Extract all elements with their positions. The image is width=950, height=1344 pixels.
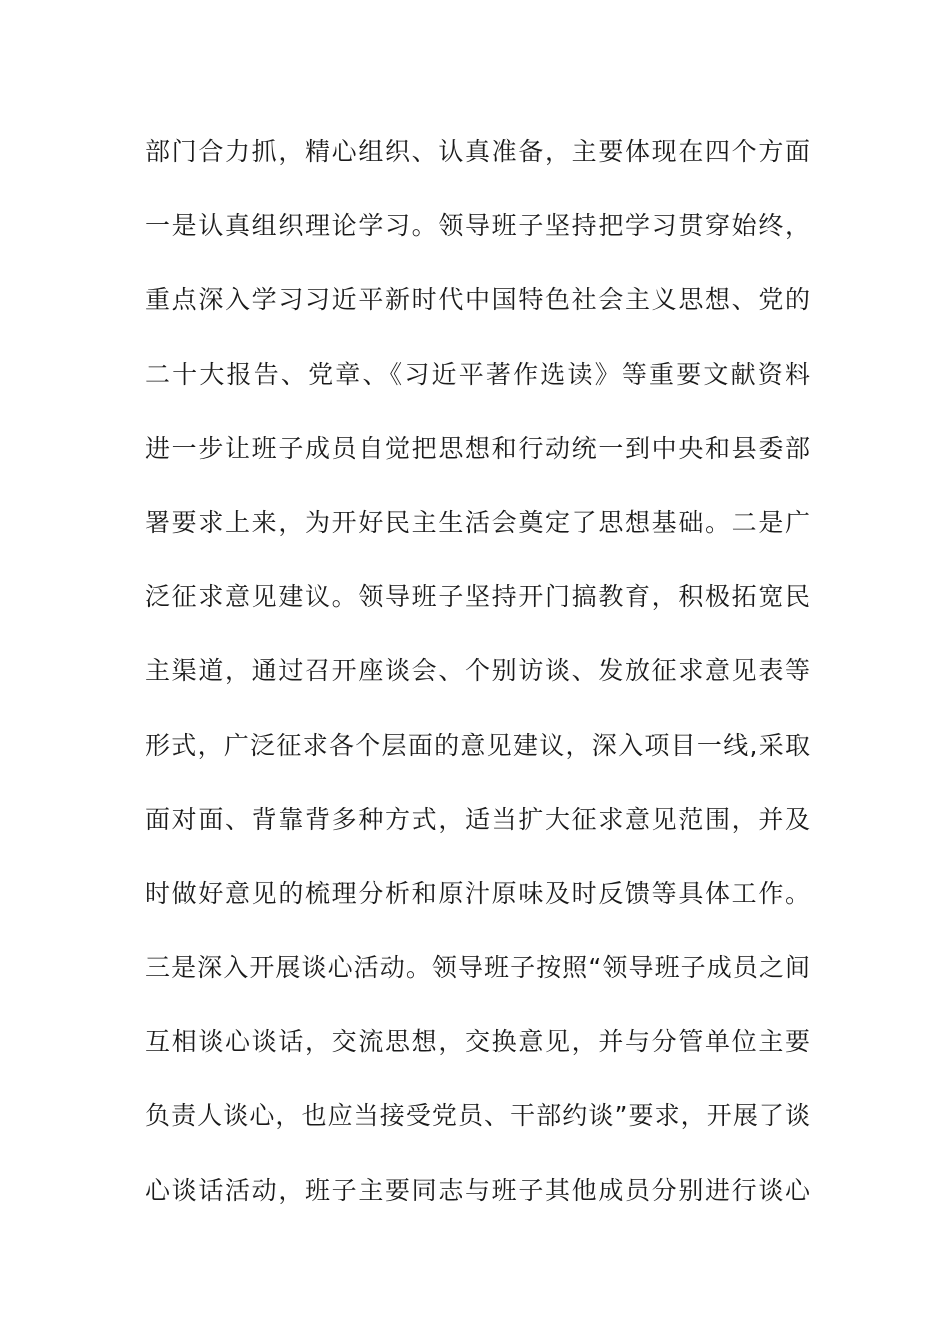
text-line: 进一步让班子成员自觉把思想和行动统一到中央和县委部 — [145, 433, 810, 463]
text-line: 负责人谈心，也应当接受党员、干部约谈”要求，开展了谈 — [145, 1101, 810, 1131]
text-line: 主渠道，通过召开座谈会、个别访谈、发放征求意见表等 — [145, 656, 810, 686]
text-line: 二十大报告、党章、《习近平著作选读》等重要文献资料 — [145, 359, 810, 389]
text-line: 泛征求意见建议。领导班子坚持开门搞教育，积极拓宽民 — [145, 582, 810, 612]
text-line: 心谈话活动，班子主要同志与班子其他成员分别进行谈心 — [145, 1175, 810, 1205]
text-line: 互相谈心谈话，交流思想，交换意见，并与分管单位主要 — [145, 1027, 810, 1057]
text-line: 时做好意见的梳理分析和原汁原味及时反馈等具体工作。 — [145, 878, 810, 908]
text-line: 部门合力抓，精心组织、认真准备，主要体现在四个方面 — [145, 137, 810, 166]
text-line: 三是深入开展谈心活动。领导班子按照“领导班子成员之间 — [145, 953, 810, 983]
text-line: 形式，广泛征求各个层面的意见建议，深入项目一线,采取 — [145, 730, 810, 760]
text-line: 面对面、背靠背多种方式，适当扩大征求意见范围，并及 — [145, 804, 810, 834]
text-line: 重点深入学习习近平新时代中国特色社会主义思想、党的 — [145, 285, 810, 315]
text-line: 一是认真组织理论学习。领导班子坚持把学习贯穿始终， — [145, 211, 810, 241]
body-text — [145, 130, 810, 1243]
text-line: 署要求上来，为开好民主生活会奠定了思想基础。二是广 — [145, 507, 810, 537]
